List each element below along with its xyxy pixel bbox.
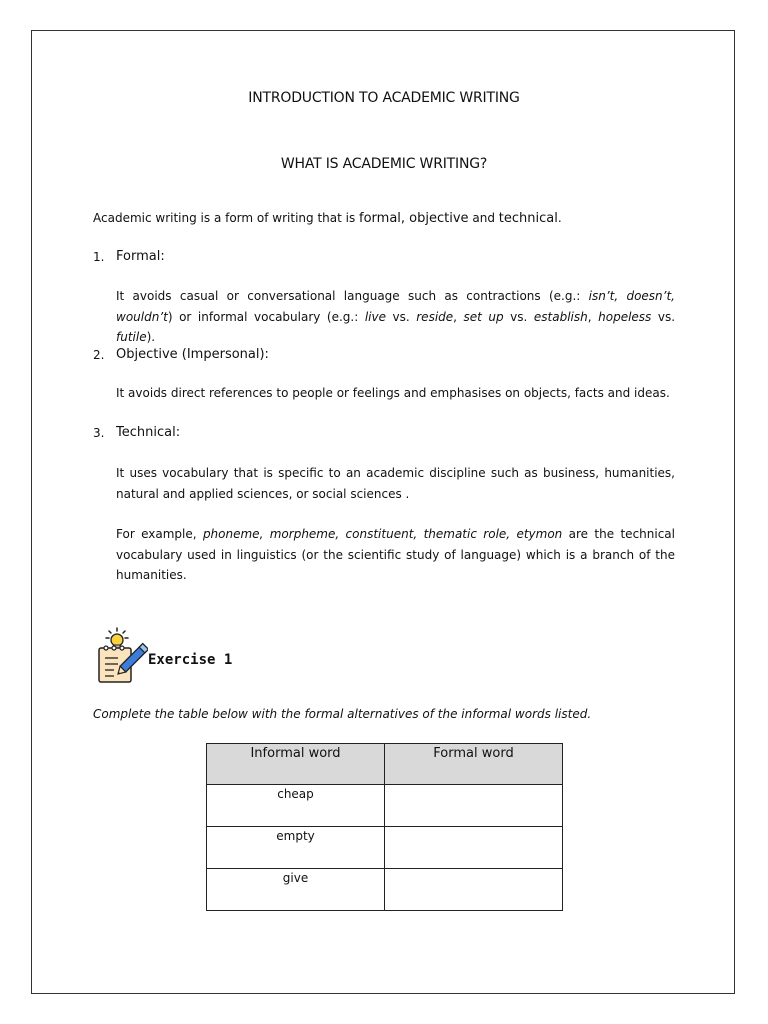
technical-example: [116, 524, 675, 586]
example-tail: are the technical vocabulary used in linguistics (or the scientific study of language) which is a branch of the humanities.: [116, 527, 675, 582]
heading-formal-colon: :: [160, 249, 165, 264]
exercise-label: Exercise 1: [148, 652, 233, 668]
heading-technical: [116, 423, 180, 443]
page-title: INTRODUCTION TO ACADEMIC WRITING: [248, 90, 520, 106]
intro-key-formal-objective: formal, objective: [359, 211, 469, 226]
formal-word-futile: futile: [116, 330, 147, 344]
exercise-instruction: Complete the table below with the formal alternatives of the informal words listed.: [93, 707, 592, 721]
header-informal-word: Informal word: [207, 744, 385, 785]
section-title: WHAT IS ACADEMIC WRITING?: [280, 156, 488, 172]
formal-word-reside: reside: [416, 309, 454, 324]
formal-word-cell[interactable]: [385, 827, 563, 869]
formal-word-hopeless: hopeless: [598, 309, 652, 324]
formal-contractions: isn’t, doesn’t, wouldn’t: [116, 289, 675, 324]
example-terms: phoneme, morpheme, constituent, thematic role, etymon: [202, 527, 563, 541]
heading-formal-text: Formal: [116, 249, 161, 264]
formal-description: [116, 286, 675, 348]
informal-word-cell: cheap: [207, 785, 385, 827]
formal-comma-2: ,: [587, 309, 599, 324]
informal-word-cell: give: [207, 869, 385, 911]
table-row: [207, 827, 563, 869]
heading-objective: Objective (Impersonal):: [116, 347, 269, 362]
formal-text-c: ) or informal vocabulary (e.g.:: [167, 309, 365, 324]
exercise-header: [96, 626, 296, 684]
intro-mid: and: [468, 211, 499, 225]
objective-description: It avoids direct references to people or feelings and emphasises on objects, facts and ideas.: [116, 386, 670, 400]
example-lead: For example,: [116, 527, 203, 541]
formal-vs-1: vs.: [385, 309, 417, 324]
table-row: [207, 869, 563, 911]
table-header-row: [207, 744, 563, 785]
informal-word-cell: empty: [207, 827, 385, 869]
vocabulary-table: [206, 743, 563, 911]
intro-prefix: Academic writing is a form of writing that is: [93, 211, 360, 225]
table-row: [207, 785, 563, 827]
heading-technical-colon: :: [175, 425, 181, 440]
list-number-2: 2.: [93, 348, 105, 362]
formal-word-establish: establish: [533, 309, 588, 324]
list-number-1: 1.: [93, 250, 105, 264]
heading-formal: [116, 247, 165, 267]
formal-word-live: live: [364, 309, 386, 324]
heading-technical-text: Technical: [116, 425, 176, 440]
formal-word-cell[interactable]: [385, 785, 563, 827]
intro-suffix: .: [557, 211, 562, 225]
intro-paragraph: [93, 208, 693, 229]
technical-description: It uses vocabulary that is specific to an academic discipline such as business, humanities, natural and applied sciences, or social sciences .: [116, 466, 675, 501]
formal-text-end: ).: [146, 330, 156, 344]
formal-comma-1: ,: [453, 309, 464, 324]
intro-key-technical: technical: [498, 211, 558, 226]
formal-word-set-up: set up: [463, 309, 504, 324]
formal-word-cell[interactable]: [385, 869, 563, 911]
idea-notepad-pencil-icon: [96, 626, 148, 684]
list-number-3: 3.: [93, 426, 105, 440]
header-formal-word: Formal word: [385, 744, 563, 785]
formal-text-a: It avoids casual or conversational language such as contractions (e.g.:: [116, 289, 589, 303]
formal-vs-3: vs.: [651, 309, 676, 324]
formal-vs-2: vs.: [503, 309, 534, 324]
